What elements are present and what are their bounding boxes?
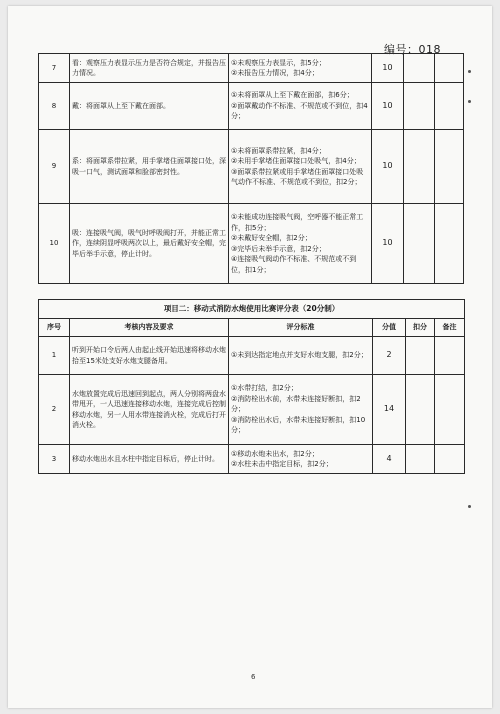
assessment-content: 移动水炮出水且水柱中指定目标后，停止计时。 xyxy=(70,445,229,474)
remark-cell xyxy=(435,130,464,204)
scan-speck xyxy=(468,70,471,73)
deduction-cell xyxy=(406,445,435,474)
page-number: 6 xyxy=(251,673,256,681)
criterion: ②未戴好安全帽，扣2分； xyxy=(231,234,312,242)
remark-cell xyxy=(435,375,465,445)
criterion: ③消防栓出水后，水带未连接好断扣，扣10分； xyxy=(231,415,366,435)
scoring-criteria xyxy=(229,54,372,83)
criterion: ①未将面罩从上至下戴在面部，扣6分； xyxy=(231,91,354,100)
row-number: 3 xyxy=(39,445,70,474)
criterion: ①未将面罩系带拉紧，扣4分； xyxy=(231,146,326,155)
score-value: 10 xyxy=(372,204,404,284)
scan-speck xyxy=(468,505,471,508)
remark-cell xyxy=(435,204,464,284)
water-cannon-score-table xyxy=(38,299,465,474)
table-header-row xyxy=(39,319,465,337)
score-value: 2 xyxy=(373,337,406,375)
deduction-cell xyxy=(404,204,435,284)
score-value: 4 xyxy=(373,445,406,474)
criterion: ①未能成功连接吸气阀，空呼器不能正常工作，扣5分； xyxy=(231,213,364,232)
header-criteria: 评分标准 xyxy=(229,319,373,337)
criterion: ①未到达指定地点并支好水炮支腿，扣2分； xyxy=(231,351,368,360)
score-value: 10 xyxy=(372,130,404,204)
scoring-criteria xyxy=(229,445,373,474)
assessment-content: 看：观察压力表显示压力是否符合规定，并报告压力情况。 xyxy=(70,54,229,83)
header-deduct: 扣分 xyxy=(406,319,435,337)
assessment-content: 戴：将面罩从上至下戴在面部。 xyxy=(70,83,229,130)
scoring-criteria xyxy=(229,337,373,375)
criterion: ③完毕后未举手示意，扣2分； xyxy=(231,244,326,253)
score-table-continued xyxy=(38,53,464,284)
remark-cell xyxy=(435,54,464,83)
document-number: 编号：018 xyxy=(384,43,441,56)
criterion: ②水柱未击中指定目标，扣2分； xyxy=(231,460,333,468)
deduction-cell xyxy=(404,54,435,83)
table-title: 项目二：移动式消防水炮使用比赛评分表（20分制） xyxy=(39,300,465,319)
row-number: 8 xyxy=(39,83,70,130)
row-number: 9 xyxy=(39,130,70,204)
assessment-content: 系：将面罩系带拉紧，用手掌堵住面罩接口处，深吸一口气，测试面罩和脸部密封性。 xyxy=(70,130,229,204)
table-row xyxy=(39,83,464,130)
scoring-criteria xyxy=(229,130,372,204)
score-value: 14 xyxy=(373,375,406,445)
criterion: ②消防栓出水前，水带未连接好断扣，扣2分； xyxy=(231,394,361,414)
remark-cell xyxy=(435,83,464,130)
table-row xyxy=(39,445,465,474)
deduction-cell xyxy=(406,337,435,375)
table-row xyxy=(39,54,464,83)
assessment-content: 听到开始口令后两人由起止线开始迅速将移动水炮拾至15米处支好水炮支腿备用。 xyxy=(70,337,229,375)
scan-speck xyxy=(468,100,471,103)
deduction-cell xyxy=(404,83,435,130)
deduction-cell xyxy=(406,375,435,445)
deduction-cell xyxy=(404,130,435,204)
criterion: ①移动水炮未出水，扣2分； xyxy=(231,449,319,458)
scoring-criteria xyxy=(229,204,372,284)
criterion: ③面罩系带拉紧或用手掌堵住面罩接口处吸气动作不标准、不规范或不到位，扣2分； xyxy=(231,167,364,186)
score-value: 10 xyxy=(372,83,404,130)
header-remark: 备注 xyxy=(435,319,465,337)
criterion: ②未用手掌堵住面罩接口处吸气，扣4分； xyxy=(231,157,361,165)
criterion: ②未报告压力情况，扣4分； xyxy=(231,69,319,77)
assessment-content: 吸：连接吸气阀，吸气时呼吸阀打开，并能正常工作，连续阴显呼吸两次以上，最后戴好安全帽，完毕后举手示意，停止计时。 xyxy=(70,204,229,284)
row-number: 7 xyxy=(39,54,70,83)
remark-cell xyxy=(435,445,465,474)
remark-cell xyxy=(435,337,465,375)
table-row xyxy=(39,204,464,284)
row-number: 1 xyxy=(39,337,70,375)
scoring-criteria xyxy=(229,375,373,445)
criterion: ④连接吸气阀动作不标准、不规范或不到位，扣1分； xyxy=(231,255,357,274)
scoring-criteria xyxy=(229,83,372,130)
table-row xyxy=(39,375,465,445)
row-number: 2 xyxy=(39,375,70,445)
criterion: ①未观察压力表显示，扣5分； xyxy=(231,58,326,67)
header-score: 分值 xyxy=(373,319,406,337)
score-value: 10 xyxy=(372,54,404,83)
table-row xyxy=(39,130,464,204)
assessment-content: 水炮放置完成后迅速回到起点，两人分别将两盘水带甩开，一人迅速连接移动水炮，连接完成后控制移动水炮，另一人用水带连接消火栓，完成后打开消火栓。 xyxy=(70,375,229,445)
criterion: ①水带打结，扣2分； xyxy=(231,384,298,393)
table-row xyxy=(39,337,465,375)
criterion: ②面罩戴动作不标准、不规范或不到位，扣4分； xyxy=(231,101,368,121)
header-no: 序号 xyxy=(39,319,70,337)
header-content: 考核内容及要求 xyxy=(70,319,229,337)
row-number: 10 xyxy=(39,204,70,284)
